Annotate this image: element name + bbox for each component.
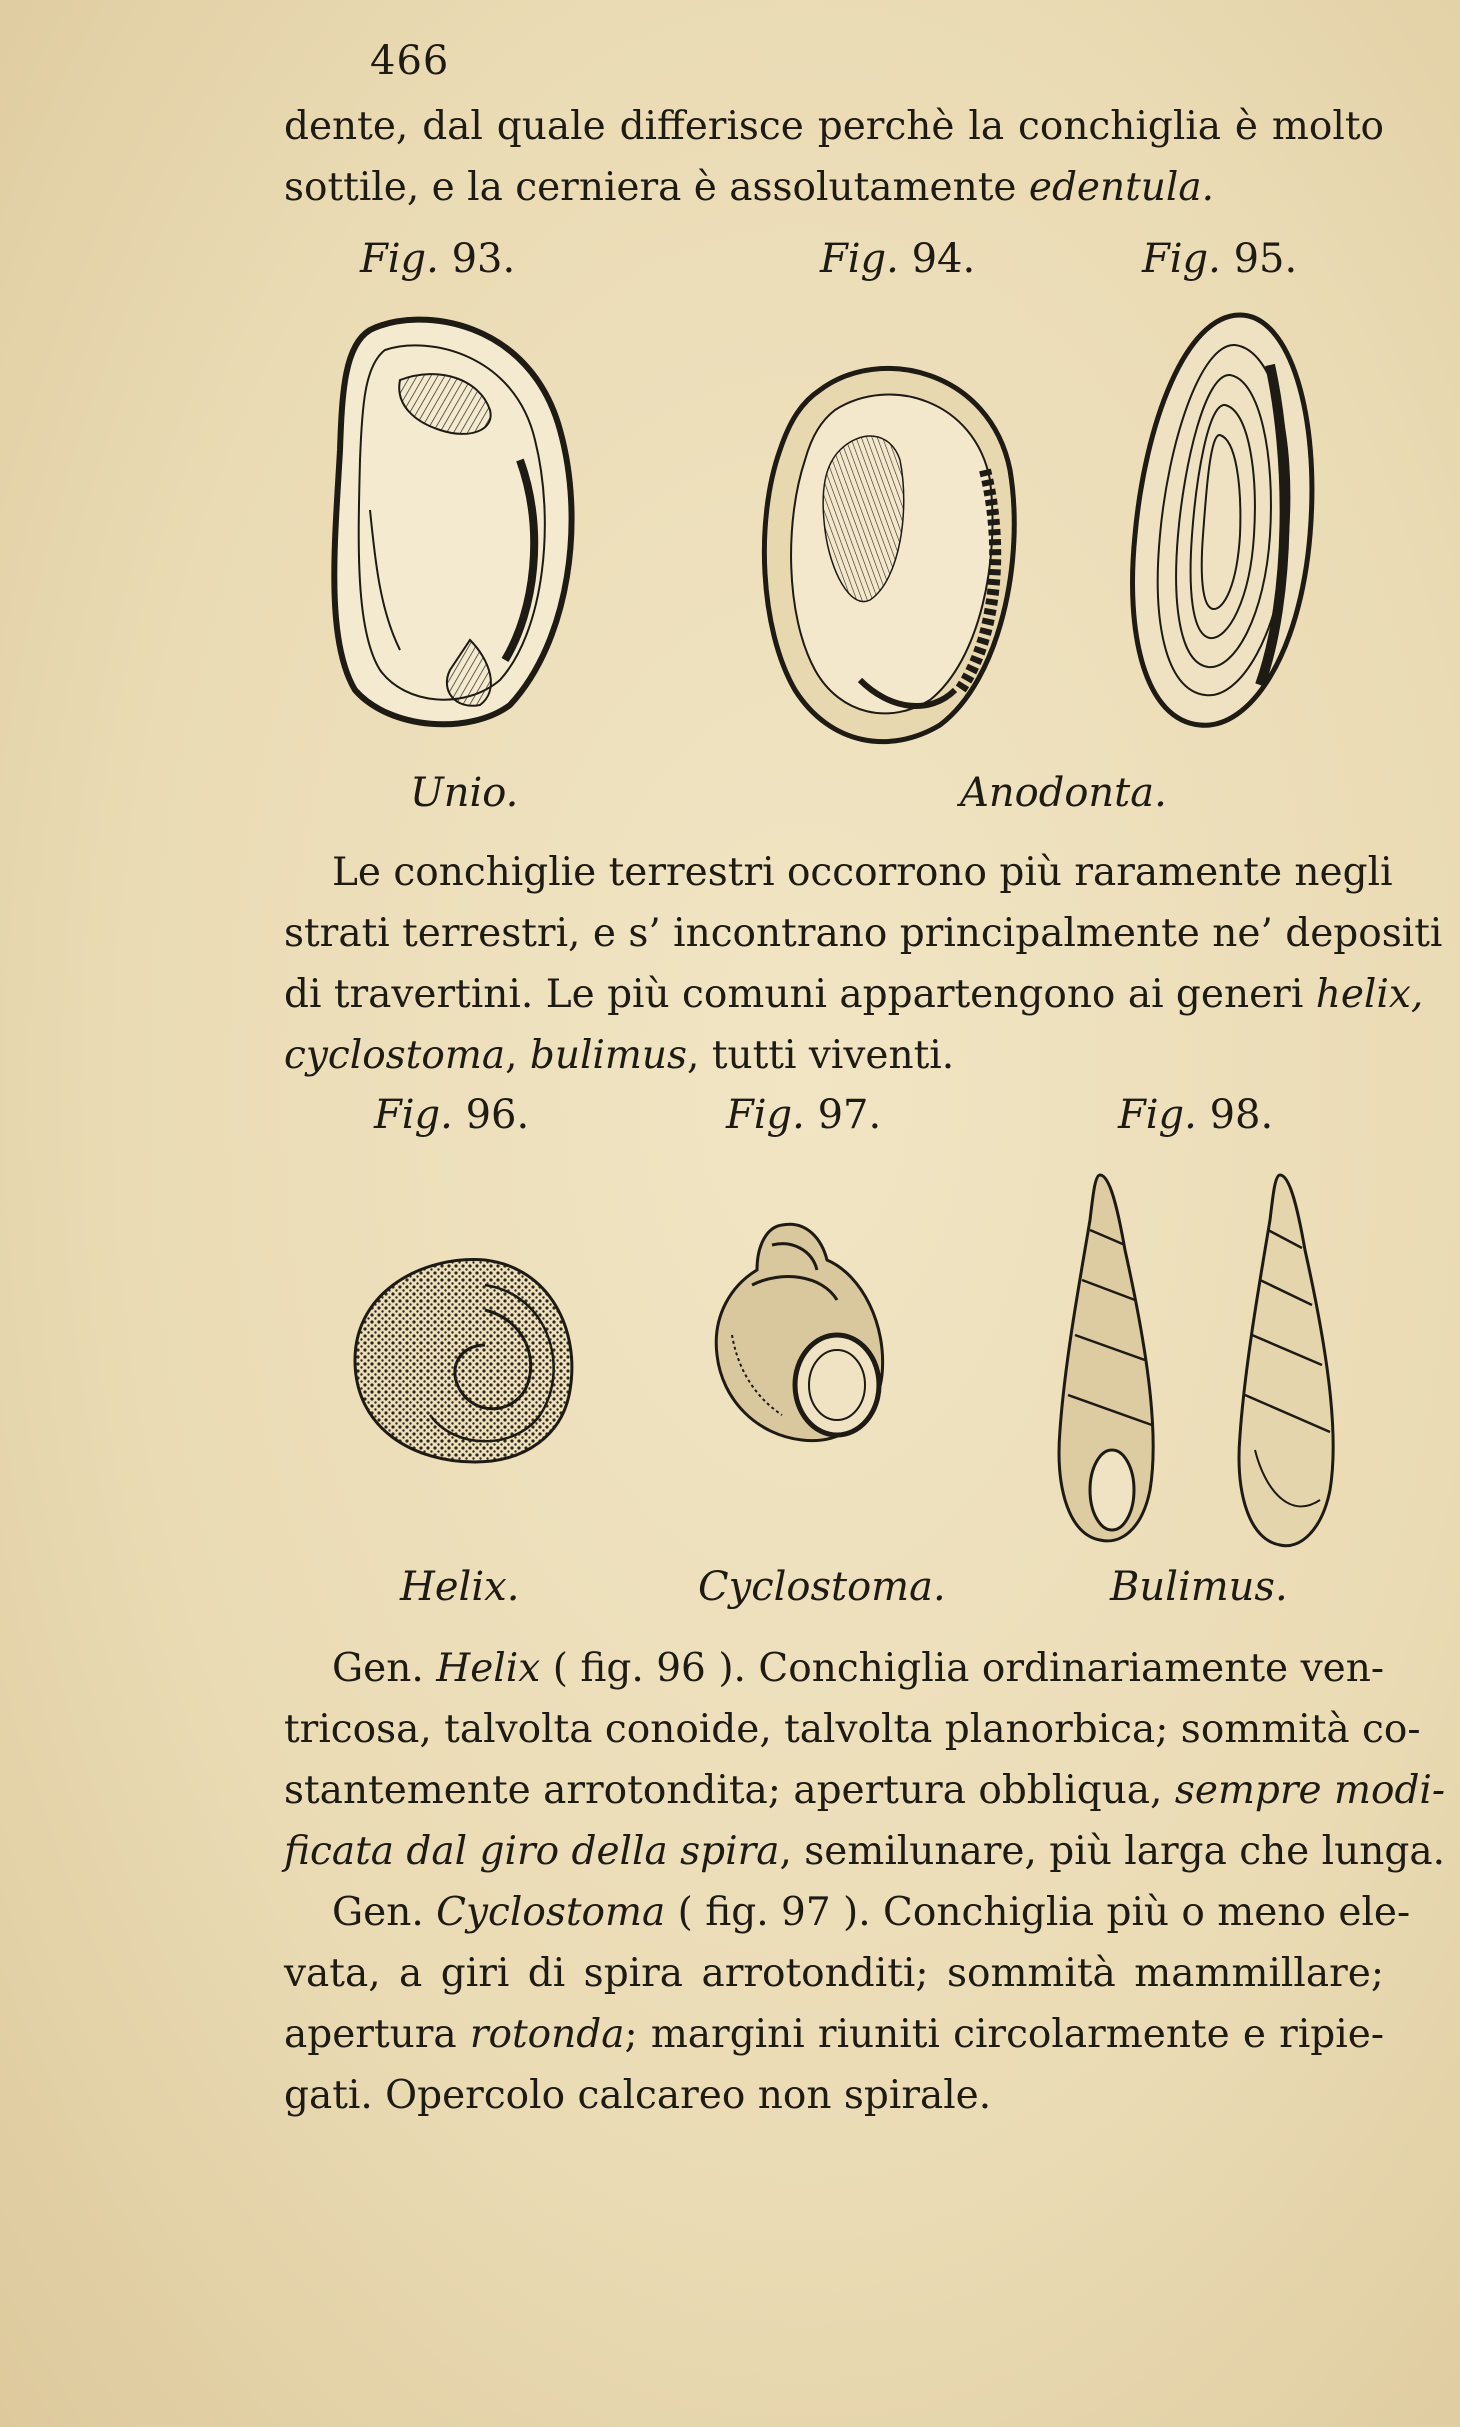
cyclostoma-shell-illustration — [712, 1215, 897, 1450]
text-line: di travertini. Le più comuni appartengono ai generi helix, — [284, 972, 1424, 1017]
caption-bulimus: Bulimus. — [1110, 1564, 1288, 1610]
text-line: tricosa, talvolta conoide, talvolta planorbica; sommità co- — [284, 1707, 1421, 1752]
text-line: stantemente arrotondita; apertura obbliqua, sempre modi- — [284, 1768, 1446, 1813]
helix-description — [284, 1638, 1446, 1882]
bulimus-shells-illustration — [1030, 1170, 1350, 1550]
fig-98-label: Fig. 98. — [1118, 1092, 1274, 1138]
caption-unio: Unio. — [410, 770, 519, 816]
fig-94-label: Fig. 94. — [820, 236, 976, 282]
text-line: ficata dal giro della spira, semilunare, più larga che lunga. — [284, 1829, 1445, 1874]
cyclostoma-description — [284, 1882, 1411, 2126]
fig-96-label: Fig. 96. — [374, 1092, 530, 1138]
text-line: gati. Opercolo calcareo non spirale. — [284, 2073, 992, 2118]
middle-paragraph — [284, 842, 1443, 1086]
text-line: apertura rotonda; margini riuniti circolarmente e ripie- — [284, 2012, 1384, 2057]
text-line: sottile, e la cerniera è assolutamente edentula. — [284, 165, 1215, 210]
text-line: cyclostoma, bulimus, tutti viventi. — [284, 1033, 955, 1078]
text-line: Le conchiglie terrestri occorrono più raramente negli — [332, 850, 1393, 895]
helix-shell-illustration — [335, 1250, 580, 1470]
caption-helix: Helix. — [400, 1564, 520, 1610]
unio-shell-illustration — [330, 310, 580, 730]
fig-97-label: Fig. 97. — [726, 1092, 882, 1138]
page-number: 466 — [370, 38, 450, 84]
mussel-shell-illustration — [1120, 305, 1320, 735]
text-line: dente, dal quale differisce perchè la conchiglia è molto — [284, 104, 1384, 149]
anodonta-shell-illustration — [760, 350, 1020, 750]
text-line: vata, a giri di spira arrotonditi; sommità mammillare; — [284, 1951, 1384, 1996]
text-line: Gen. Cyclostoma ( fig. 97 ). Conchiglia più o meno ele- — [332, 1890, 1411, 1935]
text-line: Gen. Helix ( fig. 96 ). Conchiglia ordinariamente ven- — [332, 1646, 1384, 1691]
fig-93-label: Fig. 93. — [360, 236, 516, 282]
caption-anodonta: Anodonta. — [960, 770, 1167, 816]
caption-cyclostoma: Cyclostoma. — [698, 1564, 946, 1610]
top-paragraph — [284, 96, 1384, 218]
fig-95-label: Fig. 95. — [1142, 236, 1298, 282]
text-line: strati terrestri, e s’ incontrano principalmente ne’ depositi — [284, 911, 1443, 956]
